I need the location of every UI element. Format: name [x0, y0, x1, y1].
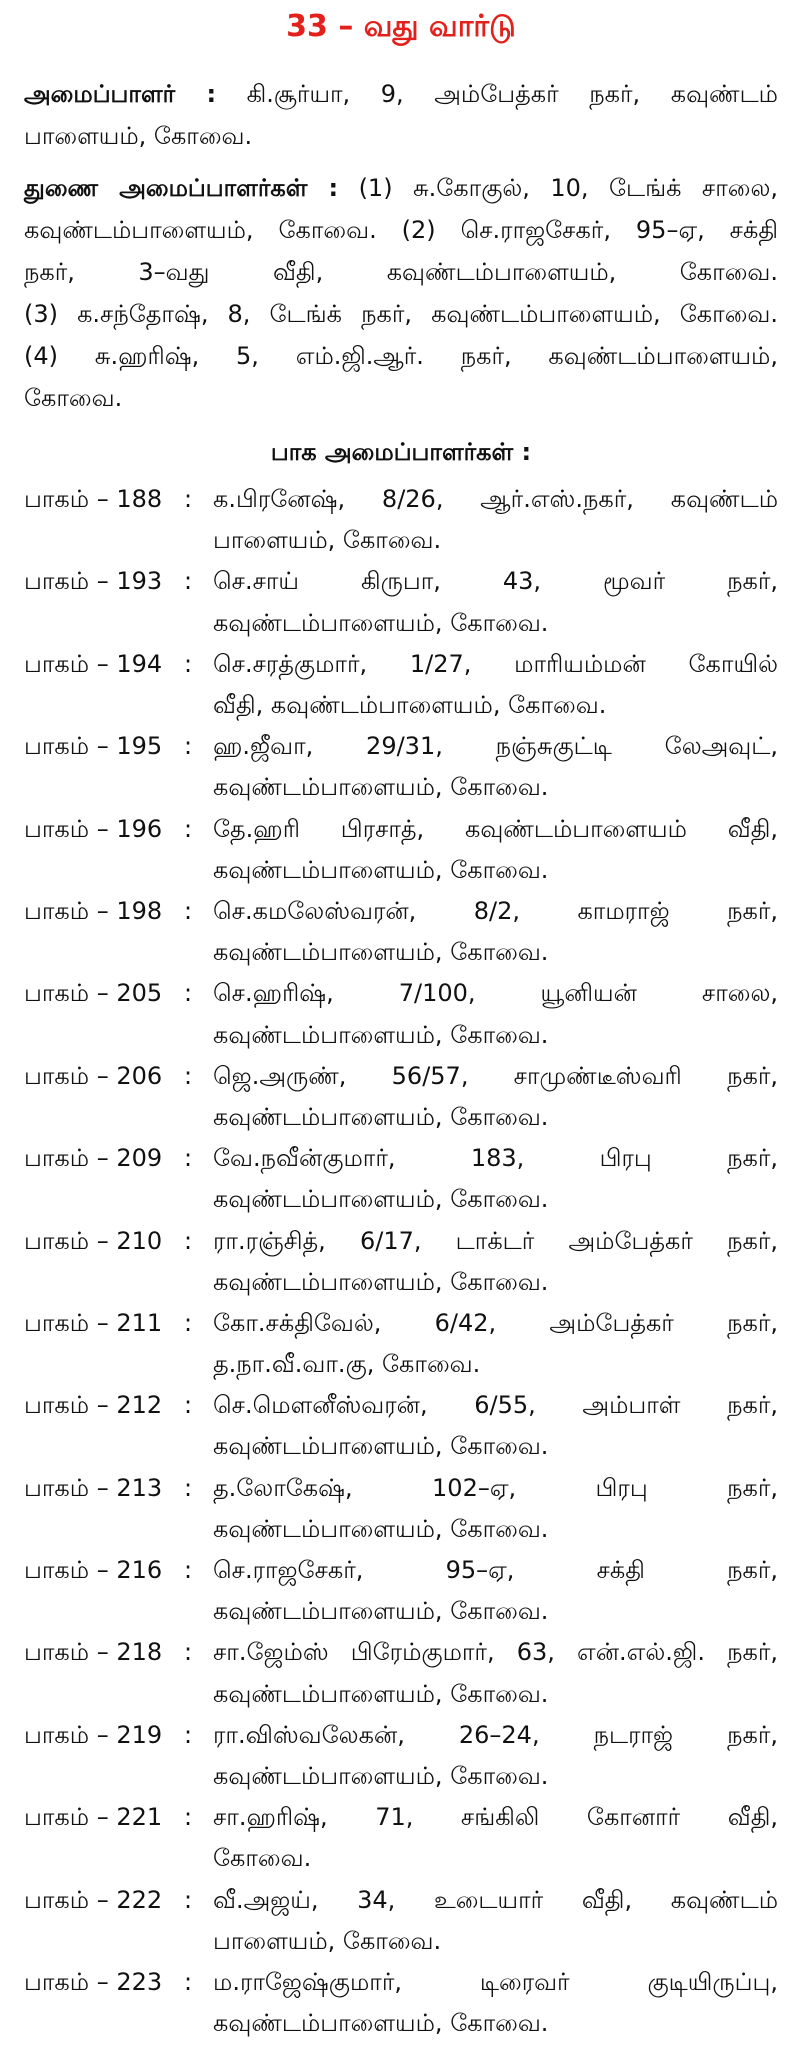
separator: :	[184, 1968, 193, 1997]
booth-number: பாகம் – 209	[24, 1144, 163, 1173]
deputy-organizers-line: (4) சு.ஹரிஷ், 5, எம்.ஜி.ஆர். நகர், கவுண்டம்பாளையம்,	[24, 342, 778, 370]
booth-number: பாகம் – 206	[24, 1061, 163, 1090]
booth-row	[24, 1715, 778, 1797]
address-line: செ.சரத்குமார், 1/27, மாரியம்மன் கோயில்	[213, 649, 778, 678]
booth-row	[24, 1138, 778, 1220]
booth-row	[24, 1303, 778, 1385]
address-line: கவுண்டம்பாளையம், கோவை.	[213, 855, 549, 884]
address-line: கவுண்டம்பாளையம், கோவை.	[213, 1762, 549, 1791]
address-line: ஹ.ஜீவா, 29/31, நஞ்சுகுட்டி லேஅவுட்,	[213, 732, 778, 761]
separator: :	[184, 1556, 193, 1585]
booth-number: பாகம் – 218	[24, 1638, 163, 1667]
organizer-block	[24, 73, 778, 157]
booth-organizer-address	[213, 1550, 778, 1632]
separator: :	[184, 814, 193, 843]
booth-organizer-address	[213, 726, 778, 808]
booth-row	[24, 1221, 778, 1303]
address-line: செ.மௌனீஸ்வரன், 6/55, அம்பாள் நகர்,	[213, 1391, 778, 1420]
address-line: கவுண்டம்பாளையம், கோவை.	[213, 608, 549, 637]
booth-number: பாகம் – 193	[24, 567, 163, 596]
separator: :	[184, 979, 193, 1008]
separator: :	[184, 1226, 193, 1255]
address-line: கவுண்டம்பாளையம், கோவை.	[213, 1679, 549, 1708]
booth-organizer-address	[213, 1468, 778, 1550]
address-line: கவுண்டம்பாளையம், கோவை.	[213, 1020, 549, 1049]
booth-row	[24, 1797, 778, 1879]
booth-number: பாகம் – 211	[24, 1308, 163, 1337]
separator: :	[184, 567, 193, 596]
booth-organizer-address	[213, 1221, 778, 1303]
separator: :	[184, 1308, 193, 1337]
separator: :	[184, 1061, 193, 1090]
address-line: ரா.ரஞ்சித், 6/17, டாக்டர் அம்பேத்கர் நகர்,	[213, 1226, 778, 1255]
booth-organizers-heading: பாக அமைப்பாளர்கள் :	[270, 438, 532, 466]
address-line: கவுண்டம்பாளையம், கோவை.	[213, 1514, 549, 1543]
booth-number: பாகம் – 221	[24, 1803, 163, 1832]
booth-organizer-address	[213, 809, 778, 891]
booth-row	[24, 1962, 778, 2044]
address-line: கவுண்டம்பாளையம், கோவை.	[213, 1432, 549, 1461]
address-line: கவுண்டம்பாளையம், கோவை.	[213, 1597, 549, 1626]
separator: :	[184, 1803, 193, 1832]
address-line: கவுண்டம்பாளையம், கோவை.	[213, 773, 549, 802]
deputy-organizers-line: கோவை.	[24, 384, 123, 412]
booth-row	[24, 1550, 778, 1632]
address-line: வீதி, கவுண்டம்பாளையம், கோவை.	[213, 690, 607, 719]
booth-number: பாகம் – 196	[24, 814, 163, 843]
booth-row	[24, 644, 778, 726]
address-line: செ.ராஜசேகர், 95–ஏ, சக்தி நகர்,	[213, 1556, 778, 1585]
booth-organizer-address	[213, 973, 778, 1055]
address-line: கவுண்டம்பாளையம், கோவை.	[213, 1185, 549, 1214]
booth-organizer-address	[213, 1632, 778, 1714]
booth-organizer-address	[213, 561, 778, 643]
booth-row	[24, 726, 778, 808]
address-line: செ.ஹரிஷ், 7/100, யூனியன் சாலை,	[213, 979, 778, 1008]
booth-organizer-address	[213, 479, 778, 561]
address-line: தே.ஹரி பிரசாத், கவுண்டம்பாளையம் வீதி,	[213, 814, 778, 843]
organizer-line: பாளையம், கோவை.	[24, 122, 253, 150]
address-line: க.பிரனேஷ், 8/26, ஆர்.எஸ்.நகர், கவுண்டம்	[213, 485, 778, 513]
address-line: கோ.சக்திவேல், 6/42, அம்பேத்கர் நகர்,	[213, 1308, 778, 1337]
booth-number: பாகம் – 212	[24, 1391, 163, 1420]
separator: :	[184, 485, 193, 513]
address-line: ஜெ.அருண், 56/57, சாமுண்டீஸ்வரி நகர்,	[213, 1061, 778, 1090]
separator: :	[184, 1473, 193, 1502]
address-line: த.லோகேஷ், 102–ஏ, பிரபு நகர்,	[213, 1473, 778, 1502]
booth-organizer-address	[213, 1303, 778, 1385]
booth-number: பாகம் – 222	[24, 1885, 163, 1914]
address-line: சா.ஜேம்ஸ் பிரேம்குமார், 63, என்.எல்.ஜி. நகர்,	[213, 1638, 778, 1667]
address-line: செ.கமலேஸ்வரன், 8/2, காமராஜ் நகர்,	[213, 896, 778, 925]
page-title: 33 – வது வார்டு	[286, 9, 516, 44]
separator: :	[184, 649, 193, 678]
address-line: த.நா.வீ.வா.கு, கோவை.	[213, 1350, 481, 1379]
separator: :	[184, 1885, 193, 1914]
booth-row	[24, 1385, 778, 1467]
separator: :	[184, 1638, 193, 1667]
booth-row	[24, 561, 778, 643]
booth-organizer-address	[213, 644, 778, 726]
booth-row	[24, 1056, 778, 1138]
booth-organizer-address	[213, 1056, 778, 1138]
address-line: வே.நவீன்குமார், 183, பிரபு நகர்,	[213, 1144, 778, 1173]
separator: :	[184, 1144, 193, 1173]
address-line: கவுண்டம்பாளையம், கோவை.	[213, 2009, 549, 2038]
booth-organizers-list	[24, 479, 778, 2044]
address-line: செ.சாய் கிருபா, 43, மூவர் நகர்,	[213, 567, 778, 596]
booth-number: பாகம் – 194	[24, 649, 163, 678]
address-line: ரா.விஸ்வலேகன், 26–24, நடராஜ் நகர்,	[213, 1720, 778, 1749]
booth-number: பாகம் – 210	[24, 1226, 163, 1255]
organizer-text: கி.சூர்யா, 9, அம்பேத்கர் நகர், கவுண்டம்	[246, 80, 778, 108]
separator: :	[184, 1391, 193, 1420]
booth-number: பாகம் – 188	[24, 485, 163, 513]
booth-organizer-address	[213, 1385, 778, 1467]
booth-number: பாகம் – 198	[24, 896, 163, 925]
booth-row	[24, 973, 778, 1055]
separator: :	[184, 732, 193, 761]
address-line: சா.ஹரிஷ், 71, சங்கிலி கோனார் வீதி,	[213, 1803, 778, 1832]
booth-organizer-address	[213, 1715, 778, 1797]
booth-row	[24, 1880, 778, 1962]
address-line: பாளையம், கோவை.	[213, 1926, 442, 1955]
address-line: கோவை.	[213, 1844, 312, 1873]
booth-organizer-address	[213, 1138, 778, 1220]
booth-organizer-address	[213, 1880, 778, 1962]
booth-row	[24, 891, 778, 973]
booth-number: பாகம் – 219	[24, 1720, 163, 1749]
address-line: பாளையம், கோவை.	[213, 526, 442, 555]
address-line: கவுண்டம்பாளையம், கோவை.	[213, 1102, 549, 1131]
booth-row	[24, 1632, 778, 1714]
booth-organizer-address	[213, 1797, 778, 1879]
booth-row	[24, 1468, 778, 1550]
booth-organizer-address	[213, 891, 778, 973]
separator: :	[184, 1720, 193, 1749]
organizer-line	[24, 73, 778, 115]
deputy-organizers-block	[24, 167, 778, 419]
booth-number: பாகம் – 195	[24, 732, 163, 761]
address-line: வீ.அஜய், 34, உடையார் வீதி, கவுண்டம்	[213, 1885, 778, 1914]
deputy-organizers-line: (3) க.சந்தோஷ், 8, டேங்க் நகர், கவுண்டம்பாளையம், கோவை.	[24, 300, 778, 328]
deputy-organizers-heading: துணை அமைப்பாளர்கள் :	[24, 174, 339, 202]
booth-number: பாகம் – 216	[24, 1556, 163, 1585]
address-line: ம.ராஜேஷ்குமார், டிரைவர் குடியிருப்பு,	[213, 1968, 778, 1997]
address-line: கவுண்டம்பாளையம், கோவை.	[213, 1267, 549, 1296]
booth-number: பாகம் – 223	[24, 1968, 163, 1997]
booth-row	[24, 809, 778, 891]
deputy-organizers-text: (1) சு.கோகுல், 10, டேங்க் சாலை,	[358, 174, 778, 202]
deputy-organizers-line	[24, 167, 778, 209]
separator: :	[184, 896, 193, 925]
booth-organizer-address	[213, 1962, 778, 2044]
organizer-heading: அமைப்பாளர் :	[24, 80, 217, 108]
address-line: கவுண்டம்பாளையம், கோவை.	[213, 938, 549, 967]
booth-number: பாகம் – 205	[24, 979, 163, 1008]
booth-row	[24, 479, 778, 561]
deputy-organizers-line: நகர், 3–வது வீதி, கவுண்டம்பாளையம், கோவை.	[24, 258, 778, 286]
deputy-organizers-line: கவுண்டம்பாளையம், கோவை. (2) செ.ராஜசேகர், 95–ஏ, சக்தி	[24, 216, 778, 244]
booth-number: பாகம் – 213	[24, 1473, 163, 1502]
